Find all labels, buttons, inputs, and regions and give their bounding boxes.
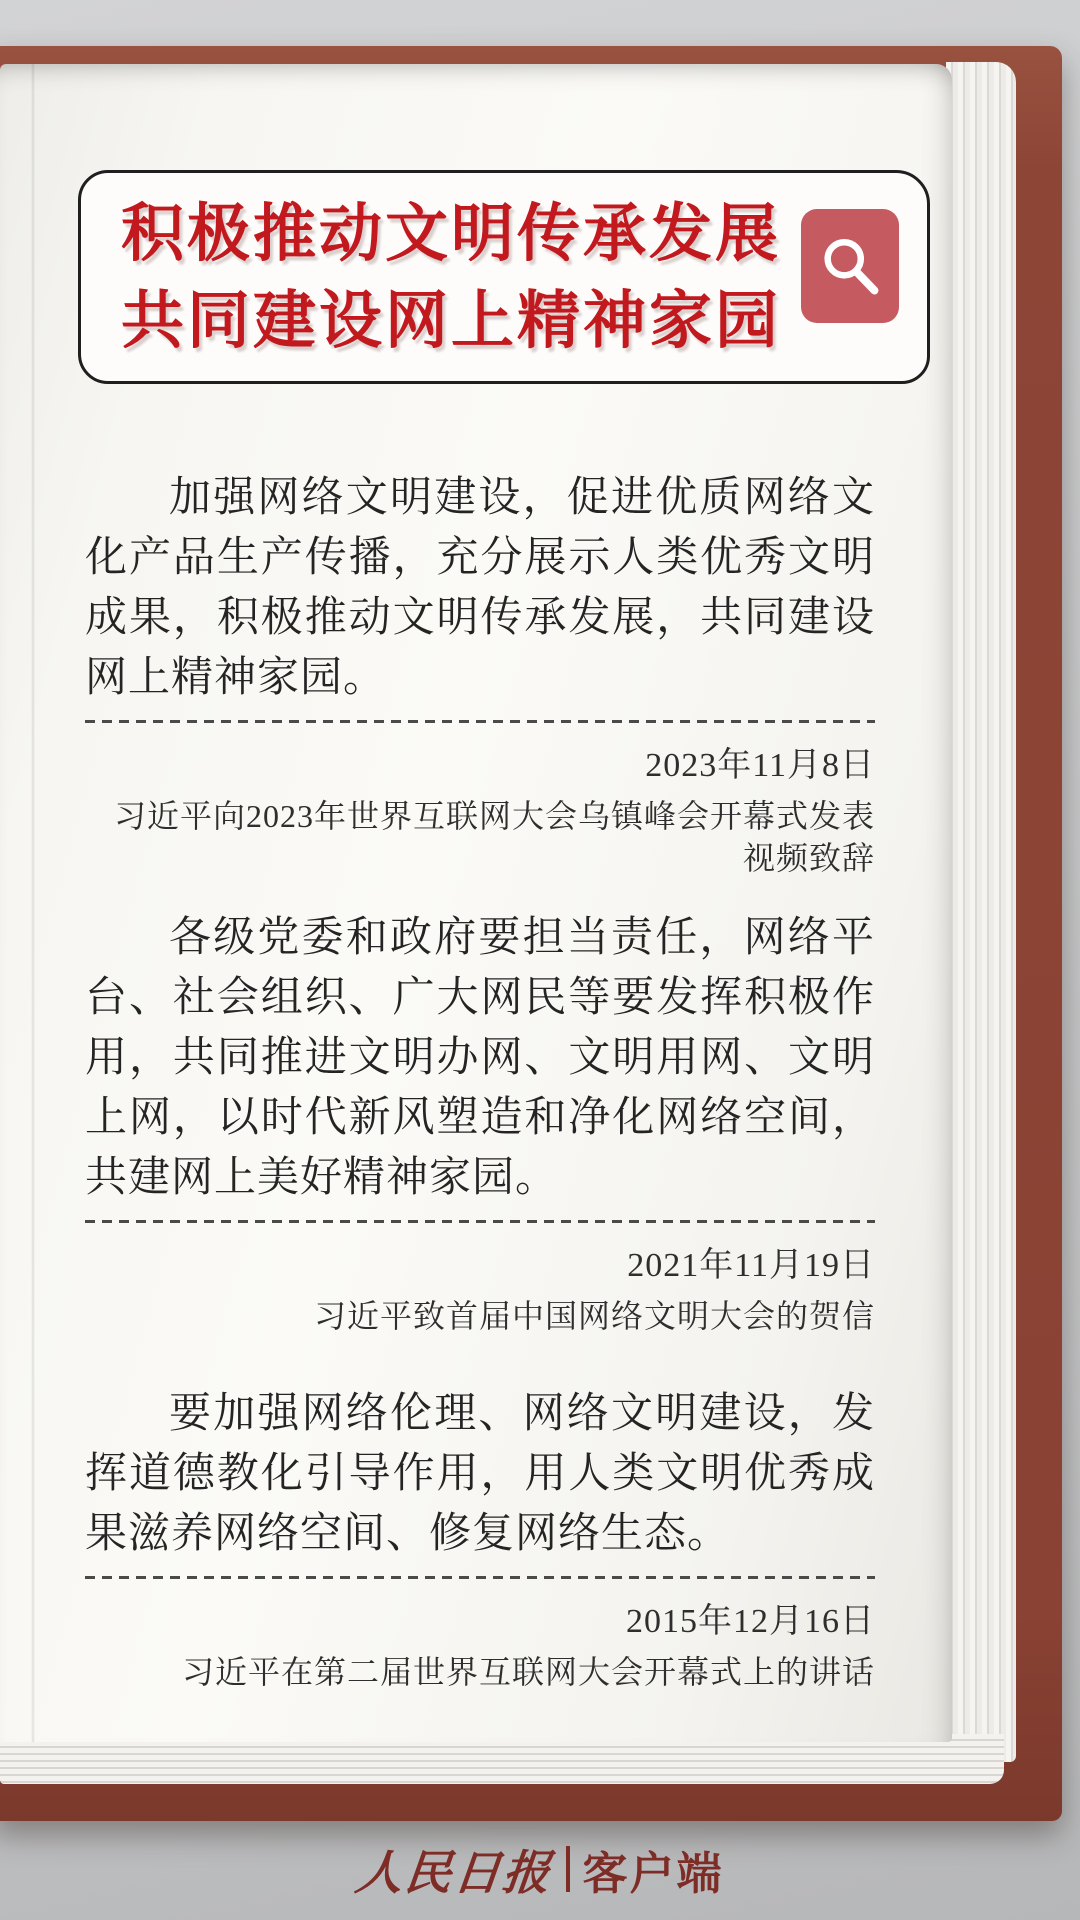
quote-source: 习近平在第二届世界互联网大会开幕式上的讲话 <box>181 1654 875 1690</box>
brand-suffix-label: 客户端 <box>582 1847 724 1899</box>
brand-divider-bar <box>566 1846 570 1892</box>
search-button[interactable] <box>801 209 899 323</box>
title-line-2: 共同建设网上精神家园 <box>121 286 781 356</box>
page-edges-right <box>946 62 1016 1762</box>
quote-date: 2021年11月19日 <box>627 1247 875 1284</box>
quote-text: 加强网络文明建设，促进优质网络文化产品生产传播，充分展示人类优秀文明成果，积极推动文明传承发展，共同建设网上精神家园。 <box>85 475 875 701</box>
page-fold-line <box>31 64 35 1742</box>
quote-block-3 <box>85 1384 875 1693</box>
quote-source: 习近平向2023年世界互联网大会乌镇峰会开幕式发表视频致辞 <box>113 798 875 876</box>
brand-logo <box>0 1834 1080 1904</box>
title-line-1: 积极推动文明传承发展 <box>121 199 781 269</box>
dashed-divider <box>85 1576 875 1579</box>
brand-script-wordmark: 人民日报 <box>353 1845 555 1901</box>
quote-source: 习近平致首届中国网络文明大会的贺信 <box>313 1298 875 1334</box>
quote-block-1 <box>85 468 875 879</box>
dashed-divider <box>85 720 875 723</box>
quote-date: 2015年12月16日 <box>626 1603 875 1640</box>
title-card <box>78 170 930 384</box>
quote-text: 各级党委和政府要担当责任，网络平台、社会组织、广大网民等要发挥积极作用，共同推进文明办网、文明用网、文明上网，以时代新风塑造和净化网络空间，共建网上美好精神家园。 <box>85 915 875 1201</box>
dashed-divider <box>85 1220 875 1223</box>
quote-date: 2023年11月8日 <box>645 747 875 784</box>
search-icon <box>814 230 886 302</box>
quote-block-2 <box>85 908 875 1337</box>
quote-text: 要加强网络伦理、网络文明建设，发挥道德教化引导作用，用人类文明优秀成果滋养网络空间、修复网络生态。 <box>85 1391 875 1557</box>
page-title <box>121 191 781 365</box>
